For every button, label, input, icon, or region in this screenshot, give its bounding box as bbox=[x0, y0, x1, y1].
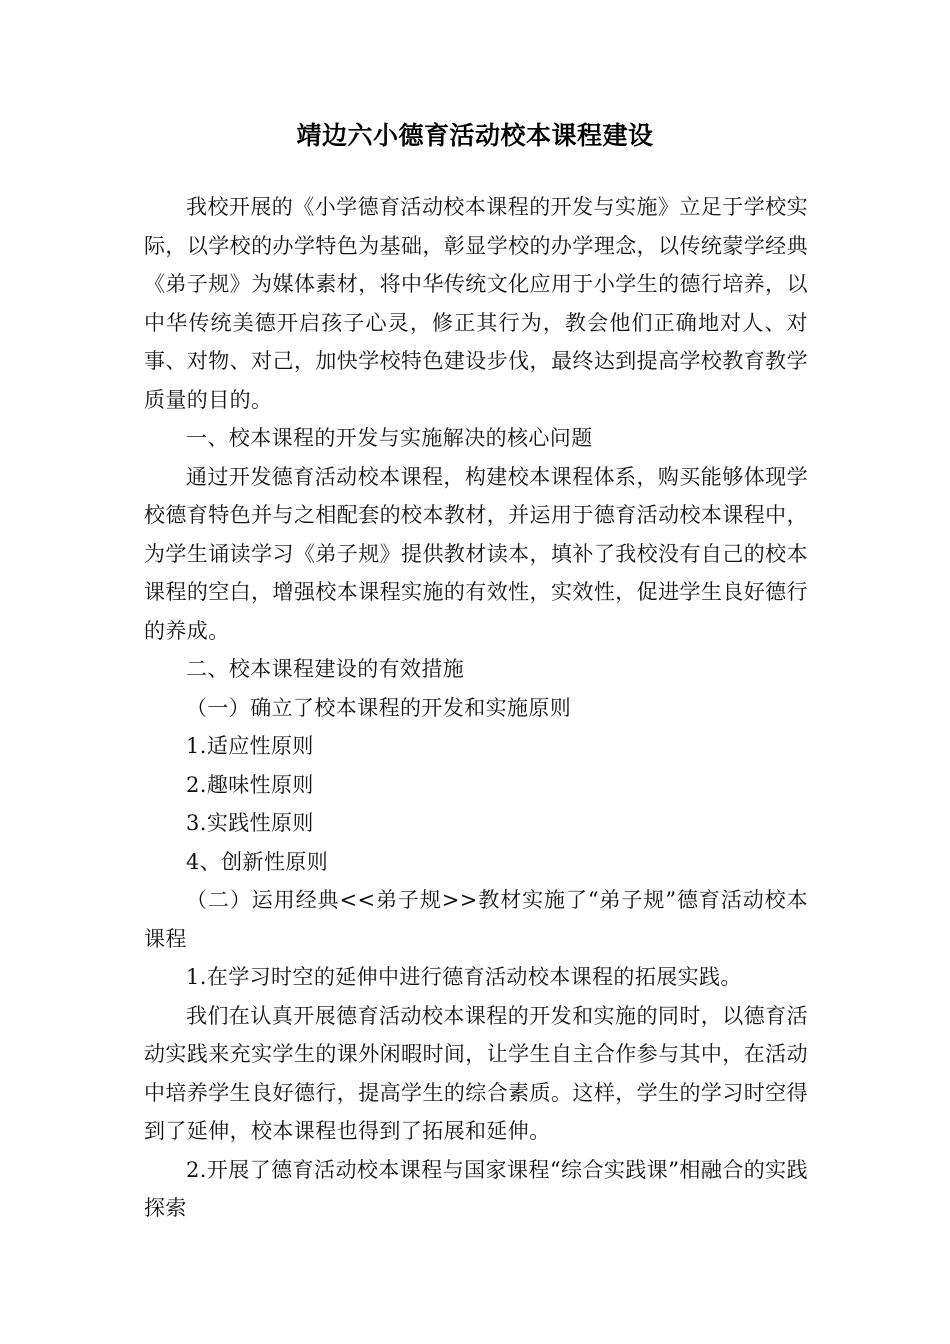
principle-item-4: 4、创新性原则 bbox=[186, 849, 329, 874]
subsection-heading-2: （二）运用经典<<弟子规>>教材实施了“弟子规”德育活动校本课程 bbox=[144, 888, 808, 951]
section-heading-1: 一、校本课程的开发与实施解决的核心问题 bbox=[186, 426, 593, 450]
practice-paragraph-1: 我们在认真开展德育活动校本课程的开发和实施的同时，以德育活动实践来充实学生的课外闲暇时间，让学生自主合作参与其中，在活动中培养学生良好德行，提高学生的综合素质。这样，学生的学习时空得到了延伸，校本课程也得到了拓展和延伸。 bbox=[144, 1003, 808, 1143]
subsection-heading-1: （一）确立了校本课程的开发和实施原则 bbox=[186, 695, 572, 720]
principle-item-3: 3.实践性原则 bbox=[186, 811, 314, 835]
intro-paragraph: 我校开展的《小学德育活动校本课程的开发与实施》立足于学校实际，以学校的办学特色为基础，彰显学校的办学理念，以传统蒙学经典《弟子规》为媒体素材，将中华传统文化应用于小学生的德行培养，以中华传统美德开启孩子心灵，修正其行为，教会他们正确地对人、对事、对物、对己，加快学校特色建设步伐，最终达到提高学校教育教学质量的目的。 bbox=[144, 195, 808, 412]
document-title: 靖边六小德育活动校本课程建设 bbox=[296, 121, 654, 150]
section-1-paragraph: 通过开发德育活动校本课程，构建校本课程体系，购买能够体现学校德育特色并与之相配套的校本教材，并运用于德育活动校本课程中，为学生诵读学习《弟子规》提供教材读本，填补了我校没有自己的校本课程的空白，增强校本课程实施的有效性，实效性，促进学生良好德行的养成。 bbox=[144, 464, 808, 643]
practice-item-2: 2.开展了德育活动校本课程与国家课程“综合实践课”相融合的实践探索 bbox=[144, 1157, 808, 1220]
section-heading-2: 二、校本课程建设的有效措施 bbox=[186, 657, 465, 681]
principle-item-2: 2.趣味性原则 bbox=[186, 772, 314, 797]
practice-item-1: 1.在学习时空的延伸中进行德育活动校本课程的拓展实践。 bbox=[186, 965, 742, 989]
principle-item-1: 1.适应性原则 bbox=[186, 734, 314, 758]
document-body bbox=[144, 188, 808, 1228]
